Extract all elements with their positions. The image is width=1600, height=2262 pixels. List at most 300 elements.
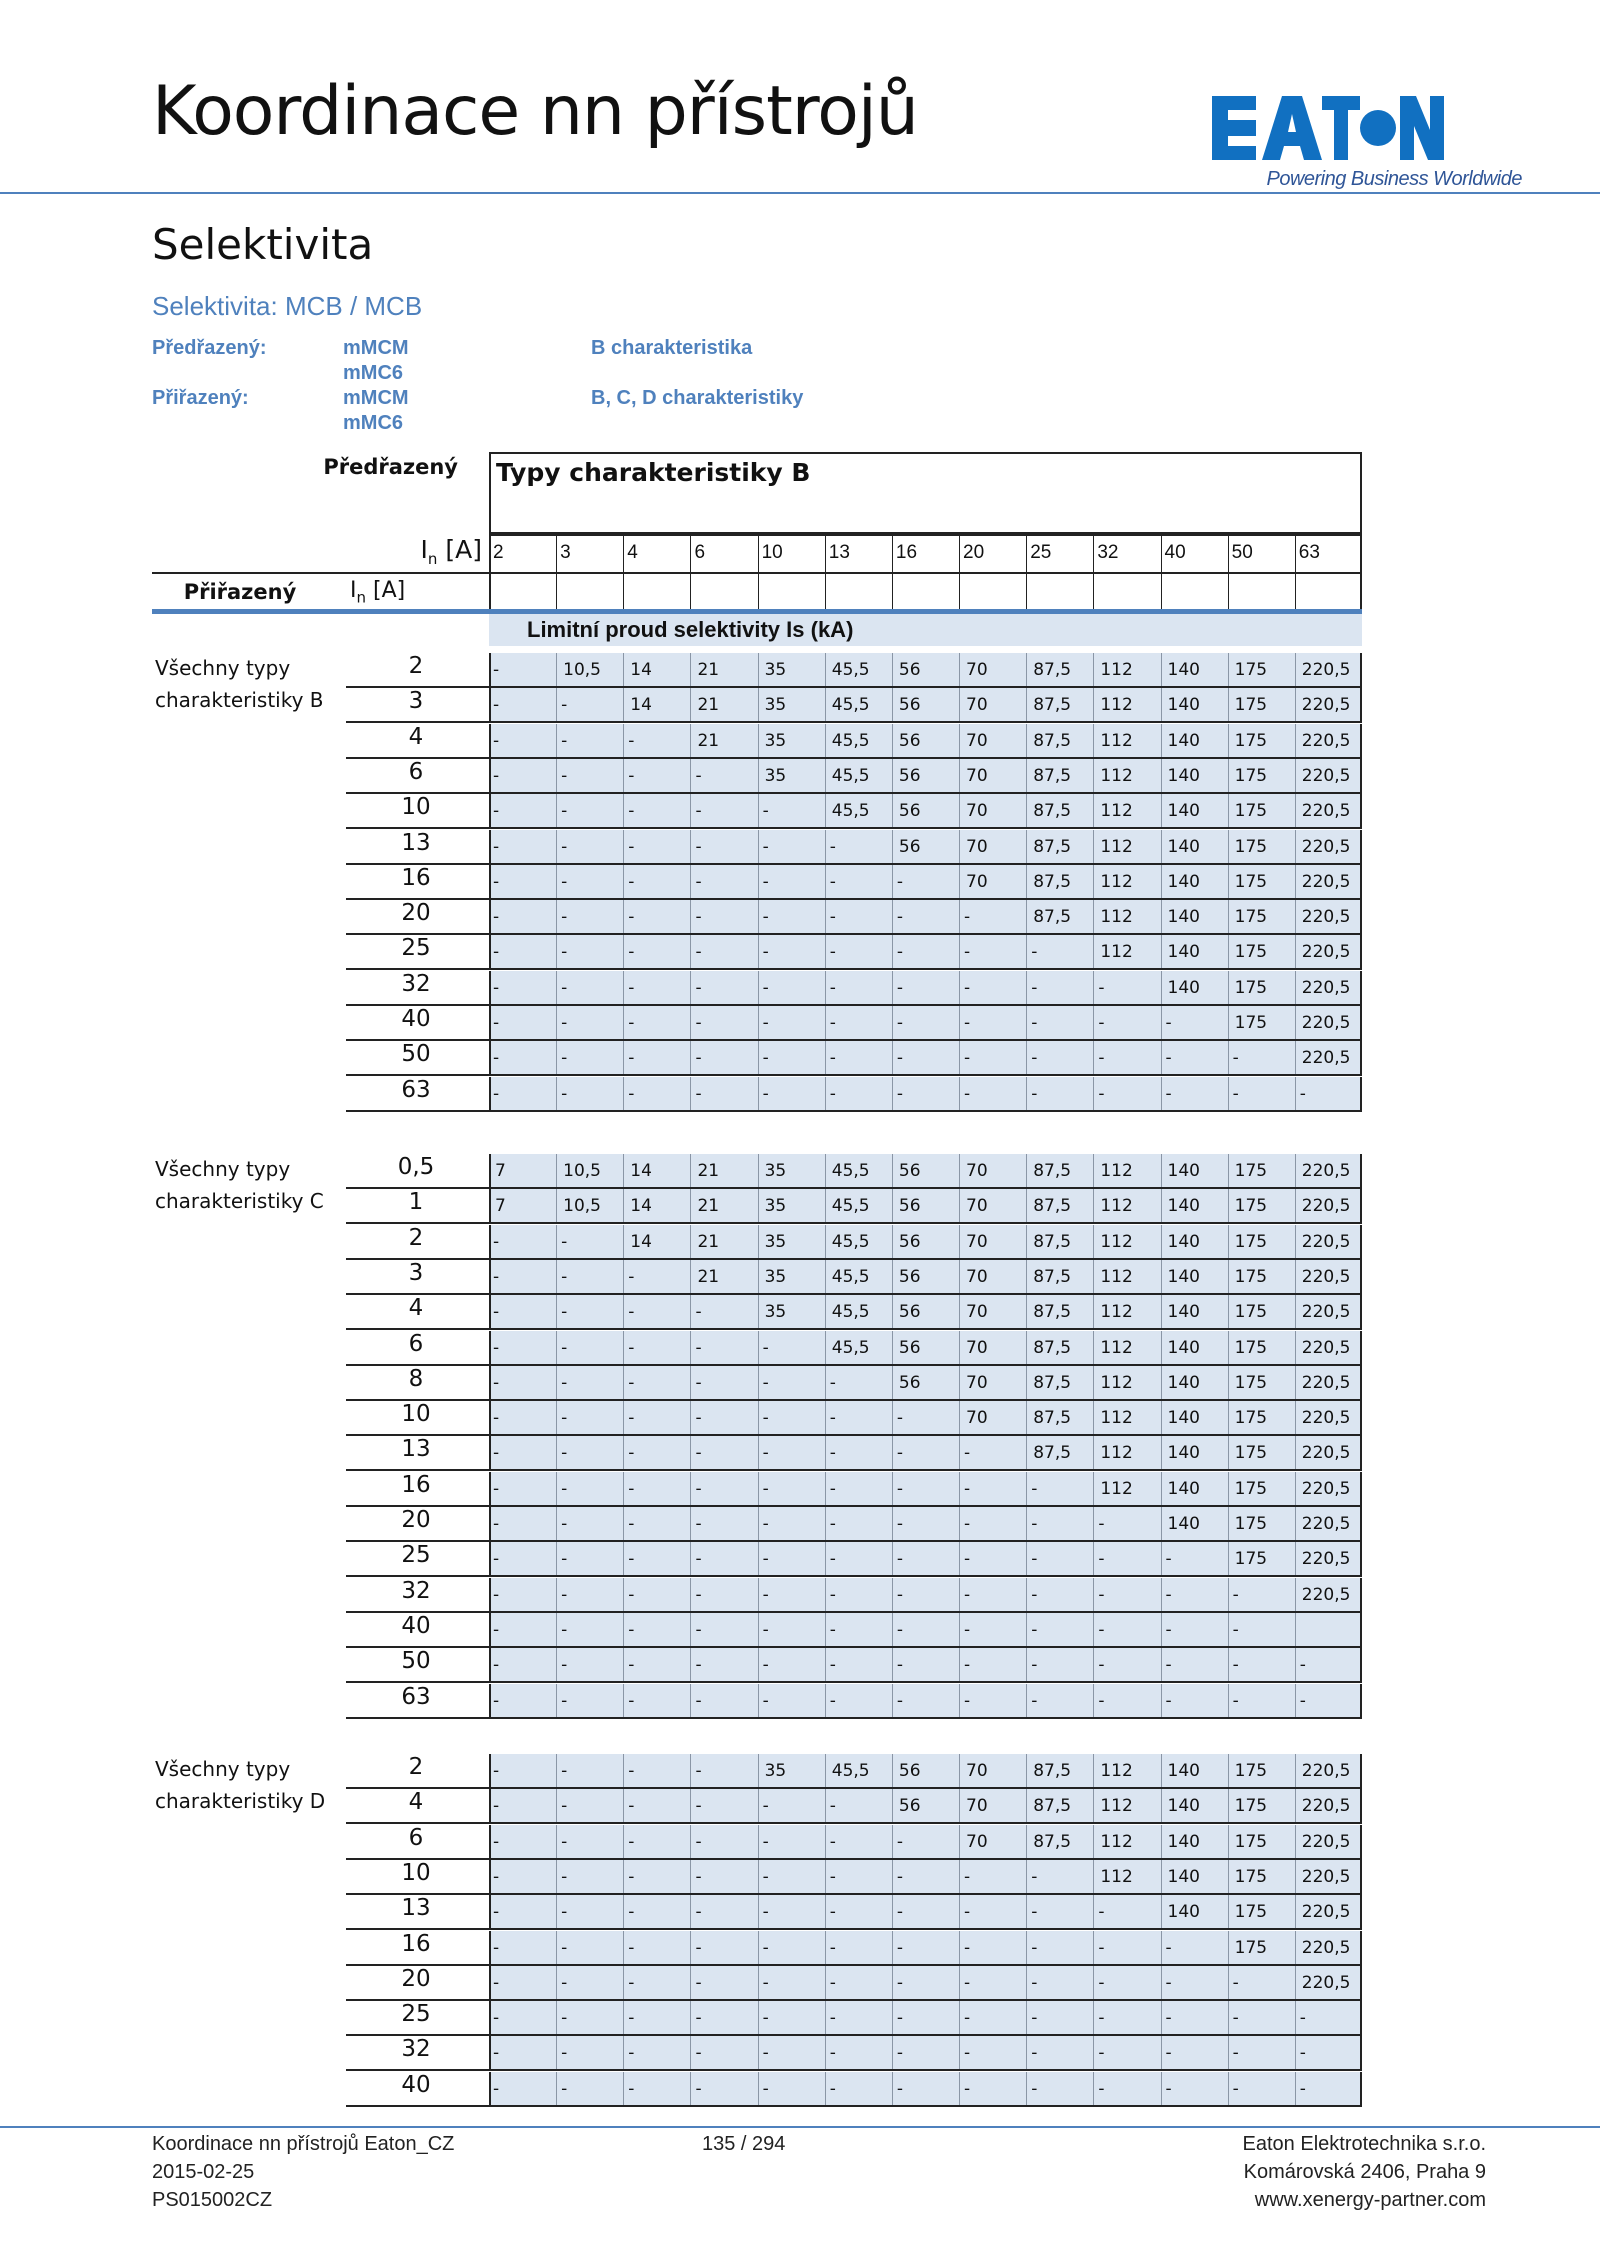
table-cell: -	[1295, 1648, 1362, 1681]
table-cell: -	[959, 1542, 1026, 1575]
footer-doc: Koordinace nn přístrojů Eaton_CZ	[152, 2133, 455, 2155]
table-cell: 10,5	[556, 653, 623, 686]
table-cell: 175	[1228, 1436, 1295, 1469]
table-cell: 87,5	[1026, 900, 1093, 933]
table-cell: 87,5	[1026, 1295, 1093, 1328]
table-cell: -	[1295, 2072, 1362, 2105]
table-cell: 56	[892, 1189, 959, 1222]
table-cell: -	[892, 1895, 959, 1928]
table-row	[489, 1472, 1362, 1505]
table-cell: -	[556, 1225, 623, 1258]
table-cell: -	[623, 1295, 690, 1328]
table-cell: -	[623, 1754, 690, 1787]
table-cell: 175	[1228, 1754, 1295, 1787]
table-cell: -	[556, 1401, 623, 1434]
table-cell: -	[1026, 1077, 1093, 1110]
table-cell: -	[1161, 1542, 1228, 1575]
table-cell: -	[493, 730, 500, 751]
table-cell: 45,5	[825, 1260, 892, 1293]
table-cell: 70	[959, 1189, 1026, 1222]
table-cell: 112	[1093, 794, 1160, 827]
table-cell: -	[758, 1542, 825, 1575]
table-cell: -	[1026, 1472, 1093, 1505]
table-cell: -	[825, 1825, 892, 1858]
table-cell: -	[623, 1825, 690, 1858]
upstream-in-6: 16	[895, 542, 918, 563]
table-cell: -	[959, 1931, 1026, 1964]
table-cell: 175	[1228, 865, 1295, 898]
table-cell: -	[758, 2072, 825, 2105]
table-cell: 220,5	[1295, 1507, 1362, 1540]
table-cell: -	[1161, 1006, 1228, 1039]
table-cell: 175	[1228, 830, 1295, 863]
table-cell: 45,5	[825, 653, 892, 686]
table-cell: -	[758, 971, 825, 1004]
table-cell: 220,5	[1295, 688, 1362, 721]
table-cell: -	[1093, 1006, 1160, 1039]
table-row	[489, 935, 1362, 968]
table-cell: 140	[1161, 1401, 1228, 1434]
downstream-in: 20	[401, 900, 431, 927]
table-cell: 112	[1093, 724, 1160, 757]
table-cell: 112	[1093, 1754, 1160, 1787]
table-cell: -	[959, 1895, 1026, 1928]
table-cell: -	[690, 1825, 757, 1858]
table-cell: -	[690, 1895, 757, 1928]
table-cell: -	[556, 1648, 623, 1681]
table-cell: -	[493, 871, 500, 892]
table-cell: 87,5	[1026, 1189, 1093, 1222]
table-cell: -	[1093, 1648, 1160, 1681]
table-row	[489, 1648, 1362, 1681]
table-cell: 45,5	[825, 1189, 892, 1222]
table-cell: -	[623, 759, 690, 792]
table-cell: -	[493, 1972, 500, 1993]
section-title: Selektivita	[152, 220, 374, 269]
downstream-in: 50	[401, 1648, 431, 1675]
table-cell: 112	[1093, 1401, 1160, 1434]
table-cell: 14	[623, 653, 690, 686]
table-row	[489, 1331, 1362, 1364]
table-cell: 140	[1161, 1295, 1228, 1328]
table-cell: 56	[892, 688, 959, 721]
table-cell: -	[623, 1684, 690, 1717]
table-cell: -	[556, 1041, 623, 1074]
footer-date: 2015-02-25	[152, 2161, 255, 2183]
table-cell: -	[690, 1401, 757, 1434]
table-cell: -	[892, 1507, 959, 1540]
table-cell: 140	[1161, 865, 1228, 898]
table-cell: 87,5	[1026, 688, 1093, 721]
table-cell: -	[959, 1006, 1026, 1039]
downstream-in: 6	[408, 1824, 424, 1851]
table-cell: -	[892, 2072, 959, 2105]
table-cell: -	[1026, 1860, 1093, 1893]
table-cell: 35	[758, 759, 825, 792]
table-cell: -	[892, 1041, 959, 1074]
table-cell: -	[623, 1472, 690, 1505]
table-cell: 175	[1228, 971, 1295, 1004]
table-cell: -	[690, 865, 757, 898]
table-cell: -	[1161, 2001, 1228, 2034]
table-cell: -	[892, 2036, 959, 2069]
table-cell: 112	[1093, 1189, 1160, 1222]
table-row	[489, 1260, 1362, 1293]
table-cell: -	[825, 1006, 892, 1039]
table-cell: -	[959, 1613, 1026, 1646]
table-cell: -	[1026, 971, 1093, 1004]
table-cell: 45,5	[825, 1295, 892, 1328]
table-cell: -	[758, 1966, 825, 1999]
table-cell: -	[758, 1041, 825, 1074]
table-cell: 140	[1161, 1366, 1228, 1399]
table-cell: 112	[1093, 688, 1160, 721]
upstream-label: Předřazený:	[152, 337, 267, 359]
table-cell: 70	[959, 1789, 1026, 1822]
table-row	[489, 1006, 1362, 1039]
table-cell: 220,5	[1295, 1825, 1362, 1858]
table-cell: -	[690, 1436, 757, 1469]
table-cell: 45,5	[825, 688, 892, 721]
table-cell: -	[1026, 2001, 1093, 2034]
table-cell: 220,5	[1295, 1260, 1362, 1293]
table-cell: -	[1161, 1041, 1228, 1074]
table-cell: 220,5	[1295, 1966, 1362, 1999]
table-cell: -	[690, 1295, 757, 1328]
table-cell: -	[493, 660, 500, 680]
downstream-in: 20	[401, 1507, 431, 1533]
downstream-label: Přiřazený:	[152, 387, 249, 409]
table-cell: -	[556, 1860, 623, 1893]
table-cell: -	[623, 935, 690, 968]
downstream-in: 0,5	[397, 1154, 435, 1180]
table-cell: 140	[1161, 1507, 1228, 1540]
table-cell: 175	[1228, 1401, 1295, 1434]
table-cell: 56	[892, 724, 959, 757]
table-cell: -	[690, 1966, 757, 1999]
table-cell: 87,5	[1026, 1825, 1093, 1858]
table-cell: 112	[1093, 1825, 1160, 1858]
table-cell: -	[758, 1077, 825, 1110]
table-cell: 87,5	[1026, 830, 1093, 863]
downstream-in: 3	[408, 1259, 424, 1286]
table-cell: 56	[892, 794, 959, 827]
table-cell: 220,5	[1295, 794, 1362, 827]
tagline: Powering Business Worldwide	[1266, 168, 1522, 190]
table-cell: -	[690, 830, 757, 863]
table-cell: -	[623, 1931, 690, 1964]
table-cell: -	[690, 1366, 757, 1399]
table-cell: -	[892, 1860, 959, 1893]
table-cell: -	[758, 1860, 825, 1893]
table-cell: -	[1093, 1041, 1160, 1074]
table-cell: 87,5	[1026, 653, 1093, 686]
table-cell: 21	[690, 688, 757, 721]
table-cell: -	[623, 1789, 690, 1822]
header-row-rule	[489, 534, 1362, 536]
group-name-line: Všechny typy	[155, 1157, 291, 1181]
table-cell: 56	[892, 1366, 959, 1399]
table-cell: -	[758, 794, 825, 827]
table-cell: 112	[1093, 759, 1160, 792]
table-cell: -	[1161, 1613, 1228, 1646]
table-cell: -	[959, 1860, 1026, 1893]
downstream-in: 63	[401, 1683, 431, 1710]
header-row-rule	[489, 572, 1362, 574]
table-cell: -	[556, 1472, 623, 1505]
table-cell: 87,5	[1026, 1754, 1093, 1787]
downstream-caption: Přiřazený	[183, 580, 297, 604]
table-cell: -	[1161, 1931, 1228, 1964]
table-cell: 140	[1161, 971, 1228, 1004]
downstream-in: 32	[401, 2036, 431, 2063]
table-cell: -	[1093, 1966, 1160, 1999]
table-cell: -	[1228, 1648, 1295, 1681]
table-cell: -	[493, 1048, 500, 1069]
table-row	[489, 1189, 1362, 1222]
table-cell: -	[690, 1789, 757, 1822]
table-cell: 87,5	[1026, 1154, 1093, 1187]
footer-code: PS015002CZ	[152, 2189, 273, 2211]
table-cell: -	[1161, 1648, 1228, 1681]
table-cell: 56	[892, 1225, 959, 1258]
table-cell: -	[690, 1472, 757, 1505]
table-cell: -	[493, 2043, 500, 2064]
downstream-in: 13	[401, 1895, 431, 1922]
table-cell: -	[1228, 2072, 1295, 2105]
table-cell: -	[1026, 1578, 1093, 1611]
table-cell: 35	[758, 1754, 825, 1787]
table-cell: 140	[1161, 1260, 1228, 1293]
table-cell: -	[825, 971, 892, 1004]
table-cell: 70	[959, 1825, 1026, 1858]
table-cell: -	[493, 2078, 500, 2099]
table-row	[489, 794, 1362, 827]
table-cell: -	[892, 1684, 959, 1717]
table-cell: -	[1161, 1684, 1228, 1717]
table-cell: 45,5	[825, 794, 892, 827]
table-row	[489, 1401, 1362, 1434]
table-cell: -	[493, 1013, 500, 1033]
table-cell: -	[1026, 1613, 1093, 1646]
table-cell: -	[959, 1578, 1026, 1611]
table-cell: 87,5	[1026, 1260, 1093, 1293]
table-cell: 140	[1161, 1331, 1228, 1364]
downstream-in: 50	[401, 1041, 431, 1068]
table-cell: -	[1093, 1578, 1160, 1611]
table-cell: 21	[690, 1225, 757, 1258]
table-cell: -	[1161, 2036, 1228, 2069]
table-cell: 45,5	[825, 1154, 892, 1187]
table-cell: 10,5	[556, 1189, 623, 1222]
table-cell: 140	[1161, 1860, 1228, 1893]
table-cell: 112	[1093, 1295, 1160, 1328]
table-row	[489, 1966, 1362, 1999]
table-row	[489, 1507, 1362, 1540]
upstream-in-5: 13	[828, 542, 850, 563]
table-cell: -	[556, 2072, 623, 2105]
downstream-in: 25	[401, 935, 431, 962]
table-cell	[1295, 1613, 1362, 1646]
upstream-in-9: 32	[1097, 542, 1119, 563]
table-cell: -	[892, 1825, 959, 1858]
table-cell: -	[493, 1655, 500, 1676]
table-cell: -	[825, 1578, 892, 1611]
table-cell: -	[623, 2001, 690, 2034]
table-cell: -	[825, 1436, 892, 1469]
table-cell: 220,5	[1295, 724, 1362, 757]
table-cell: -	[758, 1684, 825, 1717]
table-cell: -	[959, 1041, 1026, 1074]
table-row	[489, 1041, 1362, 1074]
table-cell: -	[892, 971, 959, 1004]
table-cell: 220,5	[1295, 1895, 1362, 1928]
group-name-line: charakteristiky C	[155, 1189, 324, 1213]
downstream-in: 25	[401, 1542, 431, 1569]
header-rule	[0, 192, 1600, 194]
table-cell: 56	[892, 653, 959, 686]
table-cell: 220,5	[1295, 1931, 1362, 1964]
table-cell: -	[1228, 1041, 1295, 1074]
footer-website: www.xenergy-partner.com	[1254, 2189, 1486, 2211]
table-cell: -	[493, 1937, 500, 1958]
table-cell: 70	[959, 794, 1026, 827]
table-cell: -	[623, 900, 690, 933]
table-cell: -	[623, 1895, 690, 1928]
table-cell: 140	[1161, 1436, 1228, 1469]
table-cell: 175	[1228, 935, 1295, 968]
downstream-in: 32	[401, 970, 431, 997]
table-cell: 45,5	[825, 724, 892, 757]
table-cell: 70	[959, 1401, 1026, 1434]
table-row	[489, 724, 1362, 757]
table-cell: 112	[1093, 1225, 1160, 1258]
table-cell: 112	[1093, 1260, 1160, 1293]
table-cell: -	[493, 1584, 500, 1605]
table-cell: -	[690, 1542, 757, 1575]
table-cell: -	[1026, 1684, 1093, 1717]
table-cell: -	[825, 1472, 892, 1505]
table-cell: -	[1093, 1542, 1160, 1575]
table-cell: -	[959, 935, 1026, 968]
table-cell: 175	[1228, 688, 1295, 721]
table-cell: -	[623, 971, 690, 1004]
table-row	[489, 688, 1362, 721]
table-cell: -	[1161, 1077, 1228, 1110]
table-cell: 56	[892, 1789, 959, 1822]
table-cell: -	[623, 1260, 690, 1293]
table-cell: 140	[1161, 724, 1228, 757]
table-row	[489, 865, 1362, 898]
footer-rule	[0, 2126, 1600, 2128]
table-cell: 220,5	[1295, 971, 1362, 1004]
table-cell: -	[623, 1648, 690, 1681]
table-cell: 220,5	[1295, 1189, 1362, 1222]
table-cell: -	[825, 900, 892, 933]
row-rule	[346, 2105, 1362, 2107]
table-row	[489, 1789, 1362, 1822]
table-cell: -	[1093, 971, 1160, 1004]
table-cell: -	[758, 1825, 825, 1858]
table-cell: 87,5	[1026, 1436, 1093, 1469]
table-cell: -	[623, 830, 690, 863]
eaton-logo	[1210, 94, 1446, 162]
table-cell: -	[556, 1895, 623, 1928]
table-cell: 45,5	[825, 1754, 892, 1787]
table-cell: -	[1161, 1578, 1228, 1611]
table-cell: 35	[758, 1189, 825, 1222]
table-cell: -	[556, 1542, 623, 1575]
table-cell: -	[623, 1077, 690, 1110]
table-cell: -	[556, 759, 623, 792]
table-cell: -	[1093, 1507, 1160, 1540]
table-cell: 45,5	[825, 1225, 892, 1258]
table-cell: -	[556, 2001, 623, 2034]
downstream-in: 1	[408, 1189, 424, 1216]
table-cell: 220,5	[1295, 830, 1362, 863]
table-cell: 175	[1228, 724, 1295, 757]
table-cell: 175	[1228, 1472, 1295, 1505]
table-cell: -	[825, 2072, 892, 2105]
table-cell: 175	[1228, 1295, 1295, 1328]
table-cell: 56	[892, 830, 959, 863]
table-cell: -	[623, 1366, 690, 1399]
table-cell: -	[959, 1966, 1026, 1999]
table-cell: 112	[1093, 1331, 1160, 1364]
table-cell: 112	[1093, 1789, 1160, 1822]
table-cell: -	[892, 935, 959, 968]
table-cell: 35	[758, 724, 825, 757]
table-cell: 175	[1228, 1225, 1295, 1258]
table-cell: -	[758, 1895, 825, 1928]
table-cell: -	[556, 1260, 623, 1293]
table-cell: -	[690, 1507, 757, 1540]
downstream-in: 13	[401, 829, 431, 856]
table-cell: -	[493, 1337, 500, 1358]
table-cell: 35	[758, 1225, 825, 1258]
table-cell: -	[1093, 1684, 1160, 1717]
table-cell: -	[1093, 2001, 1160, 2034]
table-cell: -	[825, 1041, 892, 1074]
table-cell: 21	[690, 653, 757, 686]
upstream-device-2: mMC6	[343, 362, 404, 384]
table-cell: -	[892, 1472, 959, 1505]
table-cell: 87,5	[1026, 759, 1093, 792]
downstream-characteristic: B, C, D charakteristiky	[591, 387, 804, 409]
table-cell: -	[623, 2072, 690, 2105]
table-cell: -	[556, 1966, 623, 1999]
table-cell: -	[623, 1041, 690, 1074]
table-cell: 175	[1228, 1789, 1295, 1822]
table-cell: -	[493, 1514, 500, 1534]
table-cell: 87,5	[1026, 794, 1093, 827]
table-cell: -	[1228, 1578, 1295, 1611]
table-cell: -	[758, 1648, 825, 1681]
table-cell: -	[959, 971, 1026, 1004]
table-cell: 175	[1228, 1895, 1295, 1928]
table-cell: 220,5	[1295, 1225, 1362, 1258]
table-cell: 7	[495, 1161, 506, 1181]
upstream-in-1: 3	[560, 542, 571, 563]
table-cell: -	[1161, 1966, 1228, 1999]
group-name-line: Všechny typy	[155, 656, 291, 680]
table-cell: -	[758, 1472, 825, 1505]
table-cell: -	[493, 1478, 500, 1499]
group-name-line: charakteristiky D	[155, 1789, 326, 1813]
downstream-in: 63	[401, 1076, 431, 1103]
table-cell: 140	[1161, 1789, 1228, 1822]
table-cell: -	[690, 900, 757, 933]
